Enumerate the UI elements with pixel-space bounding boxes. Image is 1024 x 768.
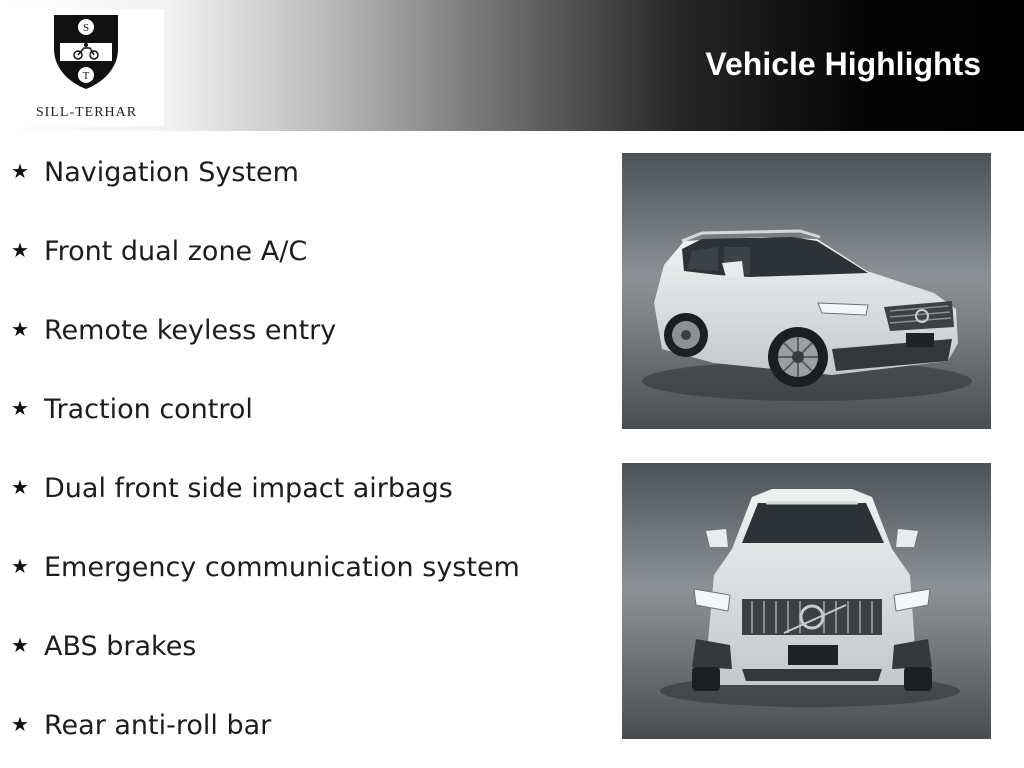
- dealer-name: SILL-TERHAR: [35, 105, 138, 120]
- dealer-logo[interactable]: [9, 9, 164, 126]
- star-icon: ★: [11, 161, 29, 183]
- vehicle-photo-front[interactable]: [622, 463, 991, 739]
- feature-label: Dual front side impact airbags: [44, 472, 453, 504]
- star-icon: ★: [11, 240, 29, 262]
- feature-item: [11, 389, 253, 429]
- logo-initial-bottom: T: [82, 70, 90, 82]
- feature-item: [11, 231, 307, 271]
- feature-label: Remote keyless entry: [44, 314, 337, 346]
- page-title: Vehicle Highlights: [705, 46, 981, 82]
- shield-icon: [52, 13, 120, 91]
- star-icon: ★: [11, 714, 29, 736]
- feature-item: [11, 468, 453, 508]
- feature-list: [0, 131, 600, 768]
- feature-label: Navigation System: [44, 156, 299, 188]
- star-icon: ★: [11, 319, 29, 341]
- vehicle-photo-front-three-quarter[interactable]: [622, 153, 991, 429]
- feature-label: Front dual zone A/C: [44, 235, 308, 267]
- star-icon: ★: [11, 398, 29, 420]
- feature-label: Emergency communication system: [44, 551, 520, 583]
- logo-initial-top: S: [82, 22, 90, 34]
- header-banner: [0, 0, 1024, 131]
- star-icon: ★: [11, 477, 29, 499]
- feature-item: [11, 310, 336, 350]
- feature-label: Traction control: [44, 393, 253, 425]
- feature-item: [11, 626, 196, 666]
- feature-item: [11, 705, 271, 745]
- star-icon: ★: [11, 556, 29, 578]
- feature-label: Rear anti-roll bar: [44, 709, 272, 741]
- star-icon: ★: [11, 635, 29, 657]
- feature-item: [11, 547, 520, 587]
- feature-label: ABS brakes: [44, 630, 197, 662]
- feature-item: [11, 152, 299, 192]
